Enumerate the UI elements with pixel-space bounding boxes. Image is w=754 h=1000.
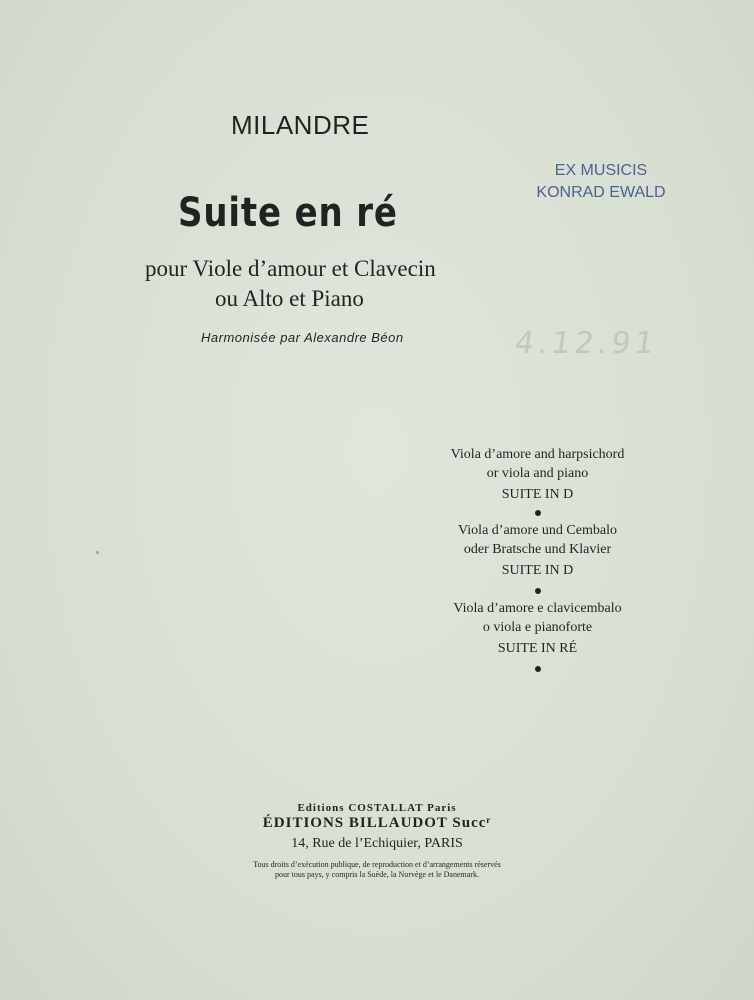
stamp-line-1: EX MUSICIS xyxy=(554,162,648,179)
translation-en-line-1: Viola d’amore and harpsichord xyxy=(450,447,625,462)
translation-en-title: SUITE IN D xyxy=(501,487,574,502)
rights-notice-line-2: pour tous pays, y compris la Suède, la Norvège et le Danemark. xyxy=(275,870,479,879)
instrumentation-line-1: pour Viole d’amour et Clavecin xyxy=(145,256,436,281)
translation-de-line-2: oder Bratsche und Klavier xyxy=(463,542,612,557)
handwritten-date: 4.12.91 xyxy=(512,326,660,361)
stamp-line-2: KONRAD EWALD xyxy=(536,184,666,201)
publisher-line-2: ÉDITIONS BILLAUDOT Succʳ xyxy=(262,815,492,831)
translation-it-line-1: Viola d’amore e clavicembalo xyxy=(453,601,622,616)
publisher-address: 14, Rue de l’Echiquier, PARIS xyxy=(291,836,463,851)
translation-de-line-1: Viola d’amore und Cembalo xyxy=(458,523,617,538)
separator-bullet xyxy=(535,510,541,516)
library-stamp xyxy=(530,160,672,204)
harmonisation-credit: Harmonisée par Alexandre Béon xyxy=(201,330,404,345)
instrumentation-line-2: ou Alto et Piano xyxy=(215,286,364,311)
translation-en-line-2: or viola and piano xyxy=(486,466,589,481)
separator-bullet xyxy=(535,666,541,672)
paper-speck xyxy=(96,551,99,554)
translation-it-title: SUITE IN RÉ xyxy=(497,641,578,656)
translation-de-title: SUITE IN D xyxy=(501,563,574,578)
rights-notice-line-1: Tous droits d’exécution publique, de reproduction et d’arrangements réservés xyxy=(253,860,501,869)
composer-name: MILANDRE xyxy=(231,110,370,140)
publisher-line-1: Editions COSTALLAT Paris xyxy=(297,802,457,814)
translation-it-line-2: o viola e pianoforte xyxy=(482,620,593,635)
work-title: Suite en ré xyxy=(178,190,398,236)
separator-bullet xyxy=(535,588,541,594)
